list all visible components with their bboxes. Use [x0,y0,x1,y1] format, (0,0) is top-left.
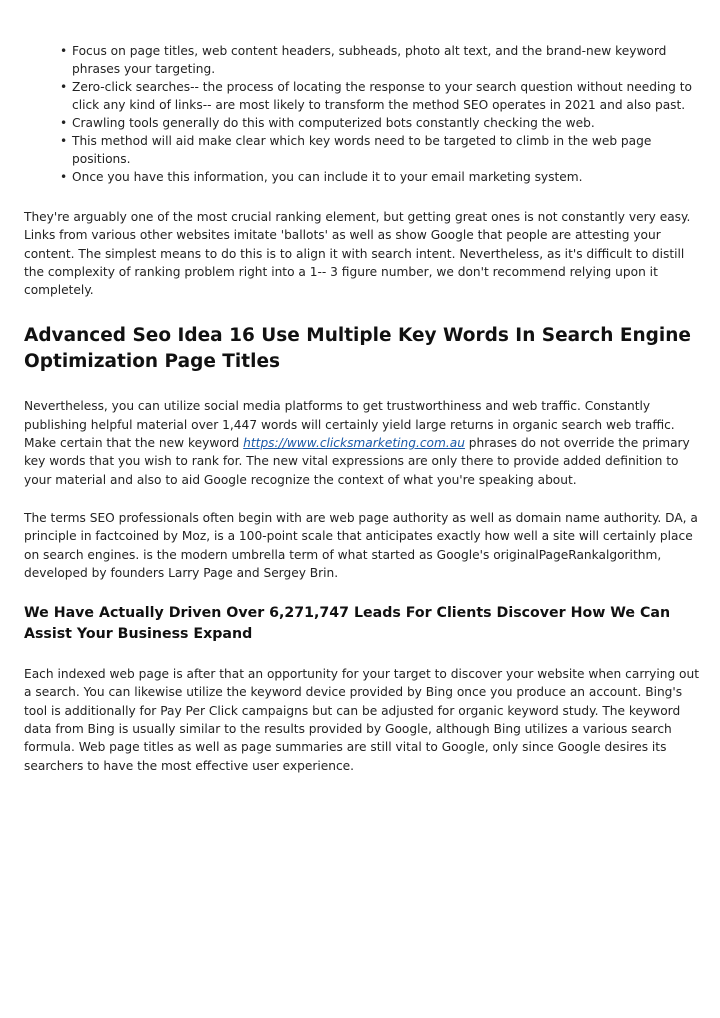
list-item-text: Zero-click searches-- the process of locating the response to your search question without needing to click any kind of links-- are most likely to transform the method SEO operates in 2021 and also past. [72,80,692,112]
bullet-list [24,42,700,186]
paragraph-bing-keywords: Each indexed web page is after that an opportunity for your target to discover your website when carrying out a search. You can likewise utilize the keyword device provided by Bing once you produce an account. Bing's tool is additionally for Pay Per Click campaigns but can be adjusted for organic keyword study. The keyword data from Bing is usually similar to the results provided by Google, although Bing utilizes a various search formula. Web page titles as well as page summaries are still vital to Google, only since Google desires its searchers to have the most effective user experience. [24,667,700,773]
section-heading-seo-idea-16: Advanced Seo Idea 16 Use Multiple Key Words In Search Engine Optimization Page Titles [24,325,691,373]
bullet-icon: • [60,44,68,58]
list-item-text: Focus on page titles, web content headers, subheads, photo alt text, and the brand-new keyword phrases your targeting. [72,44,667,76]
list-item-text: This method will aid make clear which key words need to be targeted to climb in the web page positions. [72,134,652,166]
section-heading-leads: We Have Actually Driven Over 6,271,747 Leads For Clients Discover How We Can Assist Your Business Expand [24,605,671,643]
document-page [24,42,700,775]
list-item-text: Crawling tools generally do this with computerized bots constantly checking the web. [72,116,595,130]
list-item [60,114,700,132]
list-item [60,168,700,186]
paragraph-links-ranking: They're arguably one of the most crucial ranking element, but getting great ones is not constantly very easy. Links from various other websites imitate 'ballots' as well as show Google that people are attesting your content. The simplest means to do this is to align it with search intent. Nevertheless, as it's difficult to distill the complexity of ranking problem right into a 1-- 3 figure number, we don't recommend relying upon it completely. [24,210,691,298]
paragraph-social-media [24,397,700,488]
list-item-text: Once you have this information, you can include it to your email marketing system. [72,170,583,184]
bullet-icon: • [60,80,68,94]
bullet-icon: • [60,116,68,130]
bullet-icon: • [60,170,68,184]
paragraph-text-after-link: phrases do not override the primary key words that you wish to rank for. The new vital expressions are only there to provide added definition to your material and also to aid Google recognize the context of what you're speaking about. [24,436,690,487]
list-item [60,78,700,114]
paragraph-text-before-link: Nevertheless, you can utilize social media platforms to get trustworthiness and web traffic. Constantly publishing helpful material over 1,447 words will certainly yield large returns in organic search web traffic. Make certain that the new keyword [24,399,675,451]
bullet-icon: • [60,134,68,148]
clicksmarketing-link[interactable]: https://www.clicksmarketing.com.au [243,436,465,451]
paragraph-domain-authority: The terms SEO professionals often begin with are web page authority as well as domain name authority. DA, a principle in factcoined by Moz, is a 100-point scale that anticipates exactly how well a site will certainly place on search engines. is the modern umbrella term of what started as Google's originalPageRankalgorithm, developed by founders Larry Page and Sergey Brin. [24,510,698,580]
list-item [60,42,700,78]
list-item [60,132,700,168]
